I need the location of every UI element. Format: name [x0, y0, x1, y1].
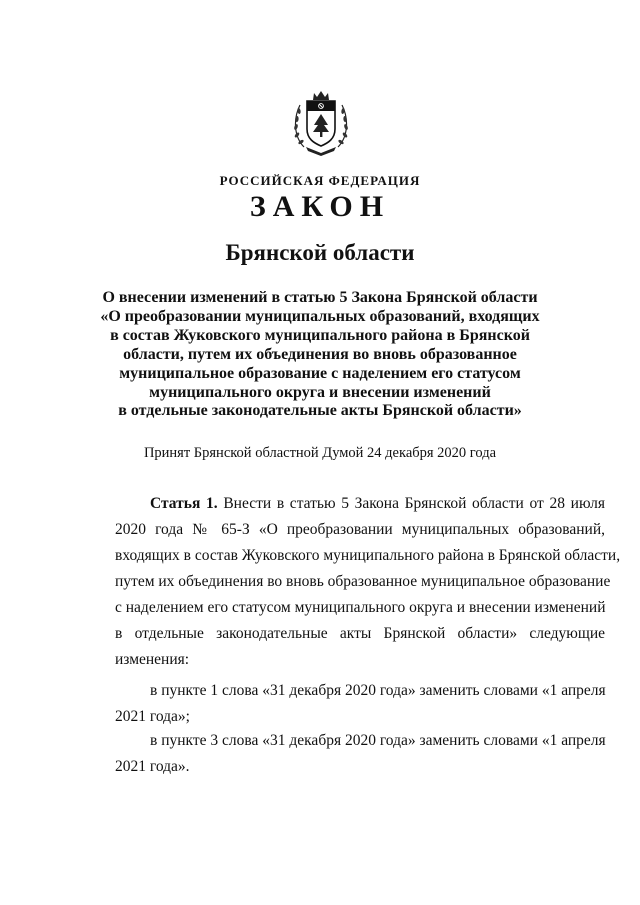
point-text-line: 2021 года».	[115, 758, 190, 775]
article-text-line: путем их объединения во вновь образованное муниципальное образование	[115, 573, 611, 590]
article-1-first-line	[115, 491, 605, 517]
article-label: Статья 1.	[150, 495, 218, 512]
article-text: Внести в статью 5 Закона Брянской области от 28 июля	[223, 495, 606, 512]
article-text-line: 2020 года № 65-З «О преобразовании муниципальных образований,	[115, 521, 605, 538]
subject-line: муниципального округа и внесении изменений	[149, 383, 491, 401]
point-text-line: в пункте 3 слова «31 декабря 2020 года» заменить словами «1 апреля	[150, 732, 606, 749]
subject-line: в отдельные законодательные акты Брянской области»	[118, 402, 522, 420]
country-name: РОССИЙСКАЯ ФЕДЕРАЦИЯ	[219, 173, 421, 188]
point-text-line: 2021 года»;	[115, 708, 190, 725]
subject-line: в состав Жуковского муниципального района в Брянской	[110, 326, 530, 344]
article-1	[115, 491, 621, 673]
amendment-point-1	[115, 678, 605, 730]
article-text-line: в отдельные законодательные акты Брянской области» следующие	[115, 625, 605, 642]
amendment-point-3	[115, 728, 605, 780]
coat-of-arms-icon	[290, 85, 352, 157]
article-text-line: входящих в состав Жуковского муниципального района в Брянской области,	[115, 547, 621, 564]
point-text-line: в пункте 1 слова «31 декабря 2020 года» заменить словами «1 апреля	[150, 682, 606, 699]
adoption-note: Принят Брянской областной Думой 24 декабря 2020 года	[143, 445, 497, 461]
subject-line: муниципальное образование с наделением его статусом	[119, 364, 521, 382]
region-name: Брянской области	[225, 240, 415, 265]
document-type-title: ЗАКОН	[249, 190, 391, 223]
subject-line: области, путем их объединения во вновь образованное	[123, 345, 517, 363]
law-subject	[0, 289, 640, 421]
article-text-line: изменения:	[115, 651, 190, 668]
subject-line: «О преобразовании муниципальных образований, входящих	[100, 307, 540, 325]
subject-line: О внесении изменений в статью 5 Закона Брянской области	[102, 289, 538, 306]
article-text-line: с наделением его статусом муниципального округа и внесении изменений	[115, 599, 606, 616]
